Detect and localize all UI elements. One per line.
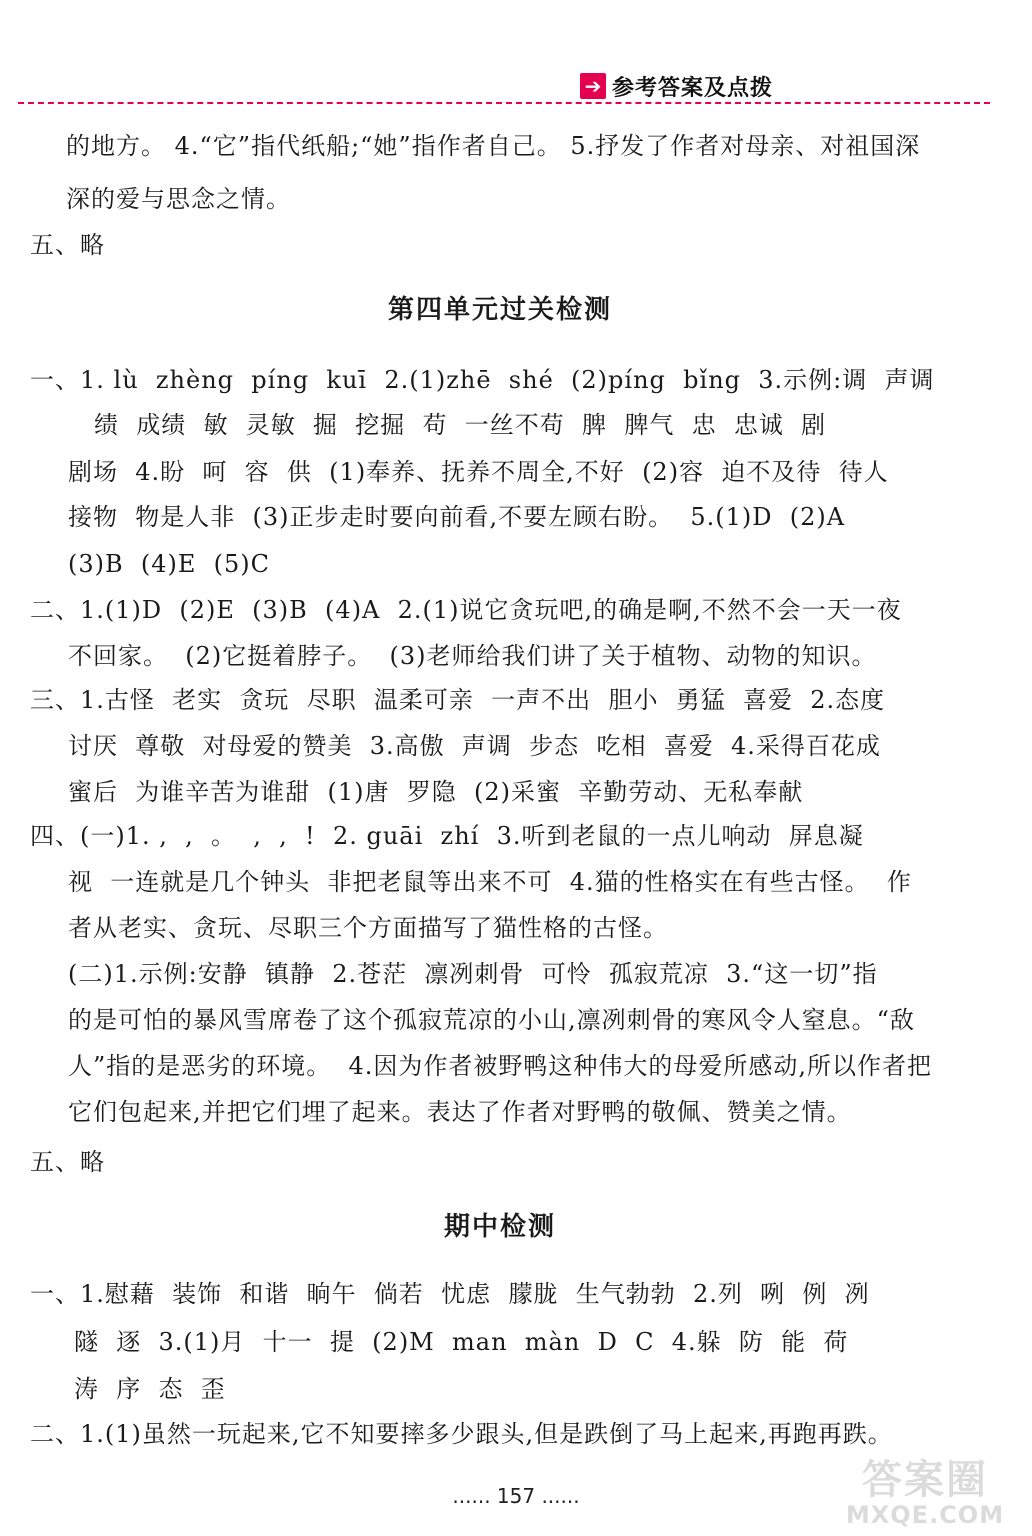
text-line: 五、略 (30, 1148, 105, 1176)
text-line: 接物 物是人非 (3)正步走时要向前看,不要左顾右盼。 5.(1)D (2)A (68, 503, 846, 531)
text-line: 剧场 4.盼 呵 容 供 (1)奉养、抚养不周全,不好 (2)容 迫不及待 待人 (68, 458, 889, 486)
text-line: 一、1.慰藉 装饰 和谐 晌午 倘若 忧虑 朦胧 生气勃勃 2.列 咧 例 冽 (30, 1280, 870, 1308)
text-line: 绩 成绩 敏 灵敏 掘 挖掘 苟 一丝不苟 脾 脾气 忠 忠诚 剧 (94, 411, 827, 439)
header-title: 参考答案及点拨 (612, 75, 774, 101)
text-line: 三、1.古怪 老实 贪玩 尽职 温柔可亲 一声不出 胆小 勇猛 喜爱 2.态度 (30, 686, 886, 714)
text-line: 五、略 (30, 231, 105, 259)
text-line: (3)B (4)E (5)C (68, 550, 271, 578)
text-line: 深的爱与思念之情。 (66, 185, 291, 213)
right-arrow-icon: ➔ (580, 73, 606, 99)
section-heading: 第四单元过关检测 (387, 295, 612, 325)
watermark-bottom: MXQE.COM (845, 1501, 1005, 1529)
watermark-top: 答案圈 (862, 1457, 988, 1503)
text-line: 不回家。 (2)它挺着脖子。 (3)老师给我们讲了关于植物、动物的知识。 (68, 642, 877, 670)
text-line: 一、1. lù zhèng píng kuī 2.(1)zhē shé (2)píng bǐng 3.示例:调 声调 (30, 366, 935, 394)
text-line: 人”指的是恶劣的环境。 4.因为作者被野鸭这种伟大的母爱所感动,所以作者把 (68, 1052, 933, 1080)
text-line: 者从老实、贪玩、尽职三个方面描写了猫性格的古怪。 (68, 914, 668, 942)
text-line: 视 一连就是几个钟头 非把老鼠等出来不可 4.猫的性格实在有些古怪。 作 (68, 868, 912, 896)
text-line: 讨厌 尊敬 对母爱的赞美 3.高傲 声调 步态 吃相 喜爱 4.采得百花成 (68, 732, 881, 760)
page-number: ...... 157 ...... (452, 1484, 580, 1508)
text-line: 隧 逐 3.(1)月 十一 提 (2)M man màn D C 4.躲 防 能 荷 (74, 1328, 849, 1356)
text-line: 它们包起来,并把它们埋了起来。表达了作者对野鸭的敬佩、赞美之情。 (68, 1098, 852, 1126)
section-badge (580, 72, 773, 100)
text-line: 二、1.(1)虽然一玩起来,它不知要摔多少跟头,但是跌倒了马上起来,再跑再跌。 (30, 1420, 893, 1448)
text-line: (二)1.示例:安静 镇静 2.苍茫 凛冽刺骨 可怜 孤寂荒凉 3.“这一切”指 (68, 960, 878, 988)
text-line: 的地方。 4.“它”指代纸船;“她”指作者自己。 5.抒发了作者对母亲、对祖国深 (66, 132, 921, 160)
text-line: 二、1.(1)D (2)E (3)B (4)A 2.(1)说它贪玩吧,的确是啊,不然不会一天一夜 (30, 596, 902, 624)
text-line: 的是可怕的暴风雪席卷了这个孤寂荒凉的小山,凛冽刺骨的寒风令人窒息。“敌 (68, 1006, 915, 1034)
header-divider (18, 102, 990, 104)
page-header (0, 0, 1032, 105)
text-line: 蜜后 为谁辛苦为谁甜 (1)唐 罗隐 (2)采蜜 辛勤劳动、无私奉献 (68, 778, 804, 806)
section-heading: 期中检测 (443, 1212, 556, 1242)
text-line: 涛 序 态 歪 (74, 1375, 226, 1403)
watermark-logo (830, 1458, 1020, 1532)
text-line: 四、(一)1. , , 。 , , ! 2. guāi zhí 3.听到老鼠的一点儿响动 屏息凝 (30, 822, 864, 850)
